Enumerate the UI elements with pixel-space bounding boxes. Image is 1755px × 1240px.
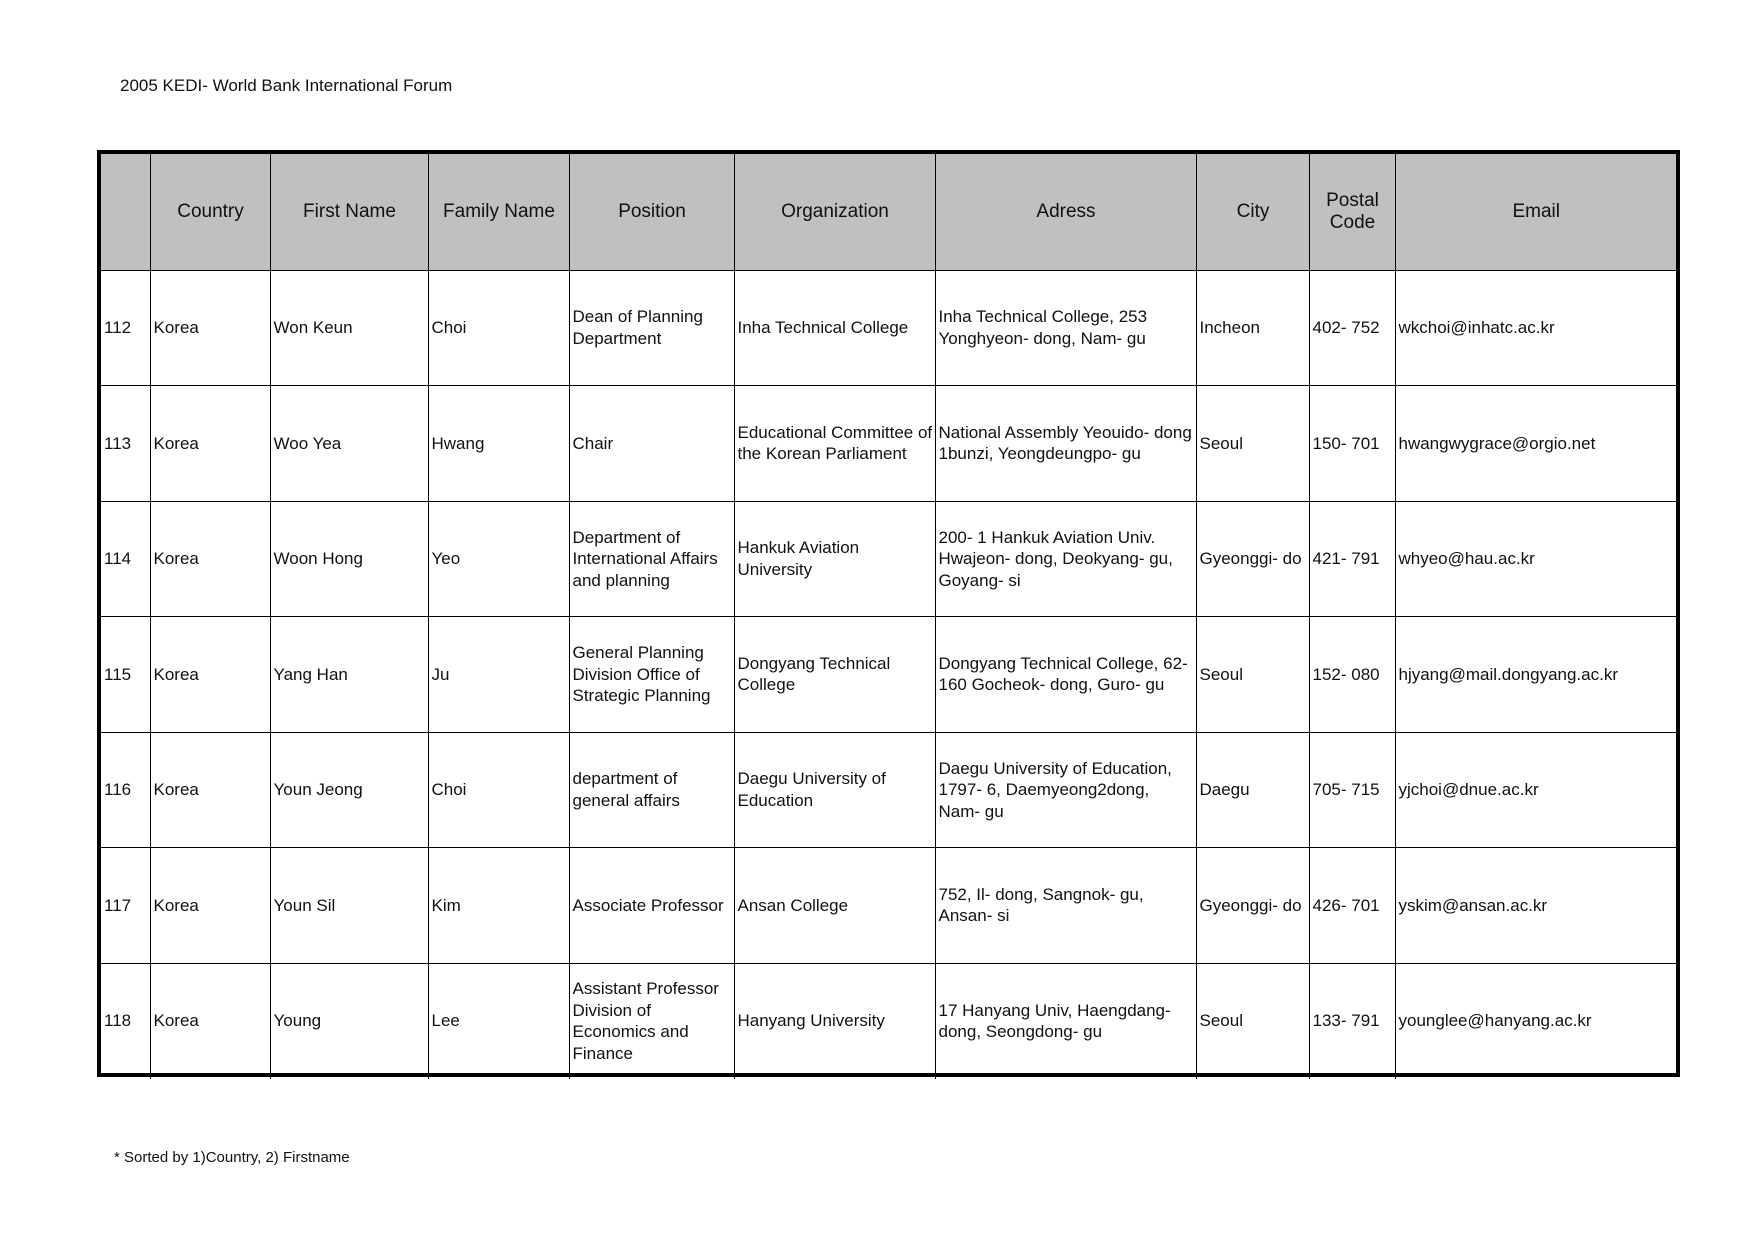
table-row bbox=[101, 848, 1676, 964]
address-cell: Inha Technical College, 253 Yonghyeon- dong, Nam- gu bbox=[935, 270, 1196, 386]
row-number: 116 bbox=[101, 732, 150, 848]
country-cell: Korea bbox=[150, 386, 270, 502]
participants-table-frame bbox=[97, 150, 1680, 1077]
position-cell: Dean of Planning Department bbox=[569, 270, 734, 386]
country-cell: Korea bbox=[150, 617, 270, 733]
postal-code-cell: 152- 080 bbox=[1309, 617, 1395, 733]
email-cell: hwangwygrace@orgio.net bbox=[1395, 386, 1676, 502]
postal-code-cell: 402- 752 bbox=[1309, 270, 1395, 386]
row-number: 112 bbox=[101, 270, 150, 386]
city-cell: Seoul bbox=[1196, 963, 1309, 1079]
table-row bbox=[101, 732, 1676, 848]
postal-code-cell: 133- 791 bbox=[1309, 963, 1395, 1079]
row-number: 114 bbox=[101, 501, 150, 617]
address-cell: Dongyang Technical College, 62- 160 Gocheok- dong, Guro- gu bbox=[935, 617, 1196, 733]
family-name-cell: Choi bbox=[428, 270, 569, 386]
city-cell: Seoul bbox=[1196, 386, 1309, 502]
position-cell: department of general affairs bbox=[569, 732, 734, 848]
column-header-address: Adress bbox=[935, 154, 1196, 270]
family-name-cell: Ju bbox=[428, 617, 569, 733]
organization-cell: Ansan College bbox=[734, 848, 935, 964]
postal-code-cell: 705- 715 bbox=[1309, 732, 1395, 848]
organization-cell: Hanyang University bbox=[734, 963, 935, 1079]
first-name-cell: Yang Han bbox=[270, 617, 428, 733]
postal-code-cell: 421- 791 bbox=[1309, 501, 1395, 617]
organization-cell: Dongyang Technical College bbox=[734, 617, 935, 733]
row-number: 115 bbox=[101, 617, 150, 733]
first-name-cell: Youn Sil bbox=[270, 848, 428, 964]
country-cell: Korea bbox=[150, 270, 270, 386]
organization-cell: Hankuk Aviation University bbox=[734, 501, 935, 617]
column-header-city: City bbox=[1196, 154, 1309, 270]
postal-code-cell: 150- 701 bbox=[1309, 386, 1395, 502]
position-cell: Department of International Affairs and planning bbox=[569, 501, 734, 617]
sort-footnote: * Sorted by 1)Country, 2) Firstname bbox=[114, 1149, 350, 1166]
family-name-cell: Choi bbox=[428, 732, 569, 848]
address-cell: 752, Il- dong, Sangnok- gu, Ansan- si bbox=[935, 848, 1196, 964]
city-cell: Gyeonggi- do bbox=[1196, 848, 1309, 964]
city-cell: Gyeonggi- do bbox=[1196, 501, 1309, 617]
table-row bbox=[101, 963, 1676, 1079]
email-cell: younglee@hanyang.ac.kr bbox=[1395, 963, 1676, 1079]
table-row bbox=[101, 617, 1676, 733]
city-cell: Seoul bbox=[1196, 617, 1309, 733]
email-cell: hjyang@mail.dongyang.ac.kr bbox=[1395, 617, 1676, 733]
address-cell: 17 Hanyang Univ, Haengdang- dong, Seongdong- gu bbox=[935, 963, 1196, 1079]
position-cell: Assistant Professor Division of Economics and Finance bbox=[569, 963, 734, 1079]
table-row bbox=[101, 386, 1676, 502]
first-name-cell: Won Keun bbox=[270, 270, 428, 386]
postal-code-cell: 426- 701 bbox=[1309, 848, 1395, 964]
family-name-cell: Kim bbox=[428, 848, 569, 964]
first-name-cell: Youn Jeong bbox=[270, 732, 428, 848]
address-cell: National Assembly Yeouido- dong 1bunzi, Yeongdeungpo- gu bbox=[935, 386, 1196, 502]
table-row bbox=[101, 501, 1676, 617]
column-header-country: Country bbox=[150, 154, 270, 270]
organization-cell: Educational Committee of the Korean Parliament bbox=[734, 386, 935, 502]
country-cell: Korea bbox=[150, 848, 270, 964]
column-header-number bbox=[101, 154, 150, 270]
column-header-position: Position bbox=[569, 154, 734, 270]
email-cell: yskim@ansan.ac.kr bbox=[1395, 848, 1676, 964]
email-cell: yjchoi@dnue.ac.kr bbox=[1395, 732, 1676, 848]
city-cell: Daegu bbox=[1196, 732, 1309, 848]
city-cell: Incheon bbox=[1196, 270, 1309, 386]
family-name-cell: Hwang bbox=[428, 386, 569, 502]
country-cell: Korea bbox=[150, 501, 270, 617]
position-cell: General Planning Division Office of Strategic Planning bbox=[569, 617, 734, 733]
first-name-cell: Woon Hong bbox=[270, 501, 428, 617]
column-header-postal-code: Postal Code bbox=[1309, 154, 1395, 270]
row-number: 118 bbox=[101, 963, 150, 1079]
email-cell: wkchoi@inhatc.ac.kr bbox=[1395, 270, 1676, 386]
family-name-cell: Lee bbox=[428, 963, 569, 1079]
table-row bbox=[101, 270, 1676, 386]
position-cell: Chair bbox=[569, 386, 734, 502]
participants-table bbox=[101, 154, 1676, 1079]
address-cell: Daegu University of Education, 1797- 6, Daemyeong2dong, Nam- gu bbox=[935, 732, 1196, 848]
family-name-cell: Yeo bbox=[428, 501, 569, 617]
position-cell: Associate Professor bbox=[569, 848, 734, 964]
row-number: 113 bbox=[101, 386, 150, 502]
column-header-family-name: Family Name bbox=[428, 154, 569, 270]
column-header-email: Email bbox=[1395, 154, 1676, 270]
country-cell: Korea bbox=[150, 732, 270, 848]
column-header-organization: Organization bbox=[734, 154, 935, 270]
column-header-first-name: First Name bbox=[270, 154, 428, 270]
row-number: 117 bbox=[101, 848, 150, 964]
first-name-cell: Woo Yea bbox=[270, 386, 428, 502]
country-cell: Korea bbox=[150, 963, 270, 1079]
organization-cell: Inha Technical College bbox=[734, 270, 935, 386]
address-cell: 200- 1 Hankuk Aviation Univ. Hwajeon- dong, Deokyang- gu, Goyang- si bbox=[935, 501, 1196, 617]
document-header: 2005 KEDI- World Bank International Forum bbox=[120, 76, 453, 95]
organization-cell: Daegu University of Education bbox=[734, 732, 935, 848]
first-name-cell: Young bbox=[270, 963, 428, 1079]
email-cell: whyeo@hau.ac.kr bbox=[1395, 501, 1676, 617]
table-header-row bbox=[101, 154, 1676, 270]
